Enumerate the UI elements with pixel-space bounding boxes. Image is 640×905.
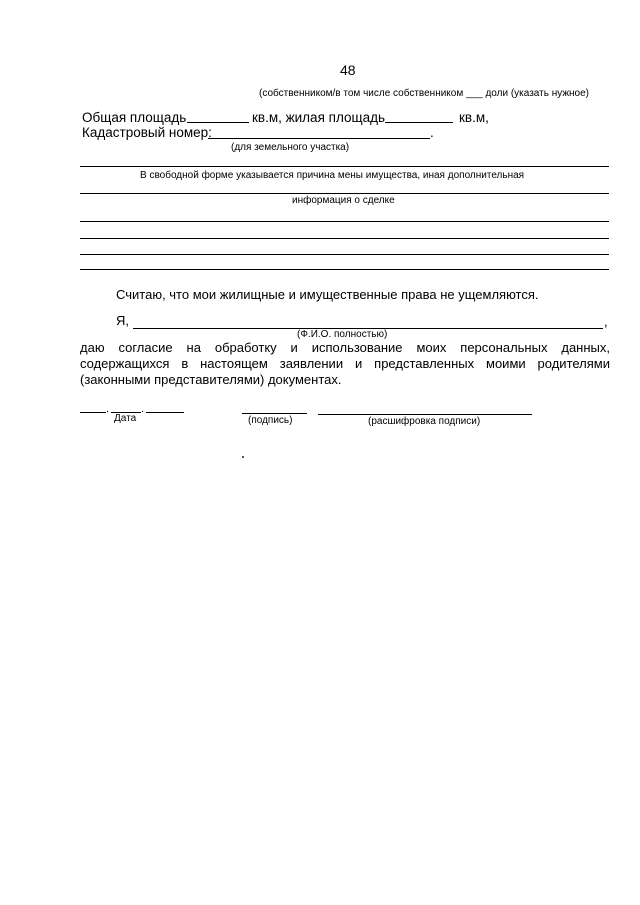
cadastral-label: Кадастровый номер:	[82, 125, 212, 140]
date-separator: .	[106, 403, 110, 415]
reason-line-6[interactable]	[80, 269, 609, 270]
reason-line-3[interactable]	[80, 221, 609, 222]
total-area-field[interactable]	[187, 122, 249, 123]
date-separator: .	[141, 403, 145, 415]
stray-mark	[242, 456, 244, 458]
signature-decode-label: (расшифровка подписи)	[368, 416, 481, 427]
living-area-field[interactable]	[385, 122, 453, 123]
consent-paragraph	[80, 340, 610, 388]
reason-hint-line-2: информация о сделке	[292, 195, 395, 206]
reason-line-5[interactable]	[80, 254, 609, 255]
owner-share-note: (собственником/в том числе собственником ___ доли (указать нужное)	[259, 88, 590, 99]
signature-label: (подпись)	[248, 415, 293, 426]
date-label: Дата	[114, 413, 137, 424]
cadastral-field[interactable]	[208, 138, 430, 139]
consent-line-3: (законными представителями) документах.	[80, 372, 342, 387]
ya-label: Я,	[116, 313, 129, 328]
consent-line-2: содержащихся в настоящем заявлении и представленных моими родителями	[80, 356, 610, 371]
land-plot-note: (для земельного участка)	[231, 142, 350, 153]
reason-line-2[interactable]	[80, 193, 609, 194]
consent-line-1: даю согласие на обработку и использование моих персональных данных,	[80, 340, 610, 355]
fio-note: (Ф.И.О. полностью)	[297, 329, 388, 340]
page-number: 48	[340, 62, 356, 78]
signature-field[interactable]	[242, 413, 307, 414]
area-unit-label: кв.м,	[459, 110, 489, 125]
date-day-field[interactable]	[80, 412, 106, 413]
reason-hint-line-1: В свободной форме указывается причина мены имущества, иная дополнительная	[140, 170, 525, 181]
rights-statement: Считаю, что мои жилищные и имущественные права не ущемляются.	[116, 287, 539, 302]
date-year-field[interactable]	[146, 412, 184, 413]
total-area-label: Общая площадь	[82, 110, 187, 125]
reason-line-4[interactable]	[80, 238, 609, 239]
fio-comma: ,	[604, 314, 608, 329]
signature-decode-field[interactable]	[318, 414, 532, 415]
reason-line-1[interactable]	[80, 166, 609, 167]
area-unit-living-label: кв.м, жилая площадь	[252, 110, 386, 125]
cadastral-end-dot: .	[430, 125, 434, 140]
